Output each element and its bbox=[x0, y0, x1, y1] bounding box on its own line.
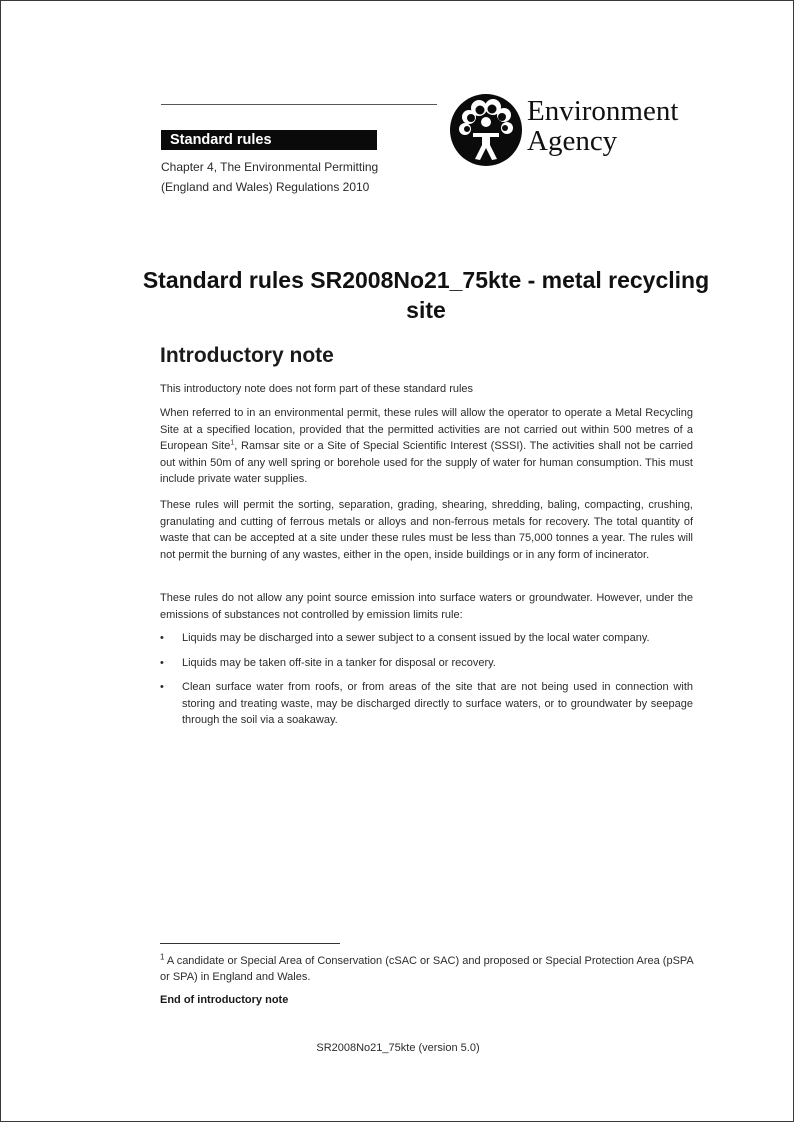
logo-line-2: Agency bbox=[527, 125, 618, 157]
introductory-note-heading: Introductory note bbox=[160, 344, 334, 367]
page-footer: SR2008No21_75kte (version 5.0) bbox=[316, 1042, 480, 1054]
intro-paragraph-4: These rules do not allow any point source emission into surface waters or groundwater. However, under the emissions of substances not controlled by emission limits rule: bbox=[160, 592, 693, 621]
environment-agency-wordmark bbox=[527, 97, 678, 156]
emission-bullet-list bbox=[160, 630, 693, 737]
list-item bbox=[160, 655, 693, 672]
intro-paragraph-2 bbox=[160, 405, 693, 488]
chapter-line-1: Chapter 4, The Environmental Permitting bbox=[161, 160, 379, 174]
footnote-ref: 1 bbox=[230, 439, 235, 447]
document-title: Standard rules SR2008No21_75kte - metal recycling site bbox=[142, 267, 710, 323]
bullet-icon: • bbox=[160, 632, 164, 644]
intro-paragraph-3: These rules will permit the sorting, separation, grading, shearing, shredding, baling, compacting, crushing, granulating and cutting of ferrous metals or alloys and non-ferrous metals for recovery. The total quantity of waste that can be accepted at a site under these rules must be less than 75,000 tonnes a year. The rules will not permit the burning of any wastes, either in the open, inside buildings or in any form of incinerator. bbox=[160, 499, 693, 561]
environment-agency-logo-icon bbox=[449, 93, 523, 167]
footnote bbox=[160, 953, 700, 985]
bullet-icon: • bbox=[160, 681, 164, 693]
header-rule bbox=[161, 104, 437, 105]
bullet-icon: • bbox=[160, 656, 164, 669]
footnote-rule bbox=[160, 943, 340, 944]
list-item bbox=[160, 630, 693, 647]
bullet-text: Clean surface water from roofs, or from areas of the site that are not being used in connection with storing and treating waste, may be discharged directly to surface waters, or to groundwater by seepage through the soil via a soakaway. bbox=[182, 681, 693, 726]
chapter-reference bbox=[161, 157, 421, 197]
chapter-line-2: (England and Wales) Regulations 2010 bbox=[161, 180, 370, 194]
intro-paragraph-2-part-a: When referred to in an environmental permit, these rules will allow the operator to operate a Metal Recycling Site at a specified location, provided that the permitted activities are not carried out within 500 metres of a European Site bbox=[160, 407, 693, 452]
intro-paragraph-1: This introductory note does not form part of these standard rules bbox=[160, 383, 474, 395]
standard-rules-label: Standard rules bbox=[161, 130, 377, 150]
list-item bbox=[160, 679, 693, 729]
bullet-text: Liquids may be taken off-site in a tanker for disposal or recovery. bbox=[182, 656, 496, 669]
footnote-text: A candidate or Special Area of Conservation (cSAC or SAC) and proposed or Special Protection Area (pSPA or SPA) in England and Wales. bbox=[160, 955, 694, 983]
logo-line-1: Environment bbox=[527, 95, 679, 127]
footnote-marker: 1 bbox=[160, 952, 165, 962]
end-of-introductory-note: End of introductory note bbox=[160, 994, 289, 1006]
bullet-text: Liquids may be discharged into a sewer subject to a consent issued by the local water company. bbox=[182, 632, 650, 644]
intro-paragraph-2-part-b: , Ramsar site or a Site of Special Scientific Interest (SSSI). The activities shall not be carried out within 50m of any well spring or borehole used for the supply of water for human consumption. This must include private water supplies. bbox=[160, 440, 693, 485]
